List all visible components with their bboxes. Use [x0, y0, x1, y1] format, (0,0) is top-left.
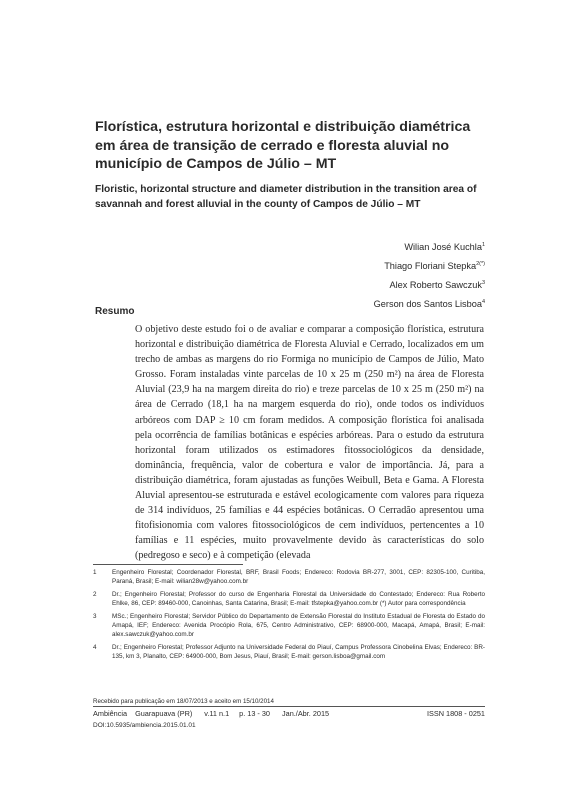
author-affiliation-mark: 2(*) [476, 261, 485, 267]
abstract-body [135, 322, 484, 564]
journal-issn: ISSN 1808 - 0251 [426, 709, 485, 718]
footnote [93, 612, 485, 640]
author-line [374, 275, 485, 294]
received-date-note: Recebido para publicação em 18/07/2013 e aceito em 15/10/2014 [93, 698, 274, 705]
author-name: Alex Roberto Sawczuk [389, 280, 482, 290]
author-affiliation-mark: 3 [481, 280, 485, 286]
footer-divider [93, 706, 485, 707]
journal-city: Guarapuava (PR) [135, 709, 193, 718]
footnote-divider [93, 564, 243, 565]
author-name: Wilian José Kuchla [404, 242, 482, 252]
article-title-portuguese: Florística, estrutura horizontal e distribuição diamétrica em área de transição de cerrado e floresta aluvial no município de Campos de Júlio – MT [95, 119, 471, 172]
footnote-number: 3 [93, 612, 97, 620]
journal-date: Jan./Abr. 2015 [282, 709, 330, 718]
journal-citation-line [93, 709, 485, 718]
doi-link[interactable]: DOI:10.5935/ambiencia.2015.01.01 [93, 722, 196, 729]
footnote [93, 568, 485, 587]
footnote-text: MSc.; Engenheiro Florestal; Servidor Público do Departamento de Extensão Florestal do Instituto Estadual de Floresta do Estado do Amapá, IEF; Endereco: Avenida Procópio Rola, 675, Centro Administrativo, CEP: 68900-000, Macapá, Amapá, Brasil; E-mail: alex.sawczuk@yahoo.com.br [112, 612, 485, 639]
footnote-number: 4 [93, 643, 97, 651]
footnote-list [93, 568, 485, 664]
footnote-number: 1 [93, 569, 97, 576]
author-name: Thiago Floriani Stepka [384, 261, 477, 271]
footnote-text: Dr.; Engenheiro Florestal; Professor Adjunto na Universidade Federal do Piauí, Campus Professora Cinobelina Elvas; Endereco: BR-135, km 3, Planalto, CEP: 64900-000, Bom Jesus, Piauí, Brasil; E-mail: gerson.lisboa@gmail.com [112, 643, 485, 660]
article-title-english: Floristic, horizontal structure and diameter distribution in the transition area of savannah and forest alluvial in the county of Campos de Júlio – MT [95, 184, 477, 210]
author-line [374, 256, 485, 275]
journal-volume: v.11 n.1 [204, 709, 230, 718]
author-line [374, 237, 485, 256]
footnote-text: Engenheiro Florestal; Coordenador Florestal, BRF, Brasil Foods; Endereco: Rodovia BR-277, 3001, CEP: 82305-100, Curitiba, Paraná, Brasil; E-mail: wilian28w@yahoo.com.br [112, 569, 485, 586]
footnote [93, 590, 485, 609]
abstract-paragraph: O objetivo deste estudo foi o de avaliar e comparar a composição florística, estrutura horizontal e distribuição diamétrica de Floresta Aluvial e Cerrado, localizados em um trecho de ambas as margens do rio Formiga no município de Campos de Júlio, Mato Grosso. Foram instaladas vinte parcelas de 10 x 25 m (250 m²) na área de Floresta Aluvial (23,9 ha na margem direita do rio) e treze parcelas de 10 x 25 m (250 m²) na área de Cerrado (18,1 ha na margem esquerda do rio), onde todos os indivíduos arbóreos com DAP ≥ 10 cm foram medidos. A composição florística foi analisada pela ocorrência de famílias botânicas e espécies arbóreas. Para o estudo da estrutura horizontal foram utilizados os estimadores fitossociológicos da densidade, dominância, frequência, valor de cobertura e valor de importância. Já, para a distribuição diamétrica, foram ajustadas as funções Weibull, Beta e Gama. A Floresta Aluvial apresentou-se estruturada e estável ecologicamente com valores para riqueza de 314 indivíduos, 25 famílias e 44 espécies botânicas. O Cerradão apresentou uma fitofisionomia com valores fitossociológicos de cem indivíduos, pertencentes a 10 famílias e 11 espécies, muito provavelmente devido às características do solo (pedregoso e seco) e à competição (elevada [135, 324, 484, 562]
author-affiliation-mark: 4 [481, 299, 485, 305]
author-name: Gerson dos Santos Lisboa [373, 299, 482, 309]
footnote-number: 2 [93, 590, 97, 598]
author-affiliation-mark: 1 [481, 242, 485, 248]
footnote [93, 643, 485, 662]
abstract-heading: Resumo [95, 306, 135, 317]
journal-name: Ambiência [93, 709, 128, 718]
author-line [374, 294, 485, 313]
footnote-text: Dr.; Engenheiro Florestal; Professor do curso de Engenharia Florestal da Universidade do Contestado; Endereco: Rua Roberto Ehlke, 86, CEP: 89460-000, Canoinhas, Santa Catarina, Brasil; E-mail: tfstepka@yahoo.com.br (*) Autor para correspondência [112, 590, 485, 608]
journal-pages: p. 13 - 30 [239, 709, 270, 718]
author-list [374, 237, 485, 313]
